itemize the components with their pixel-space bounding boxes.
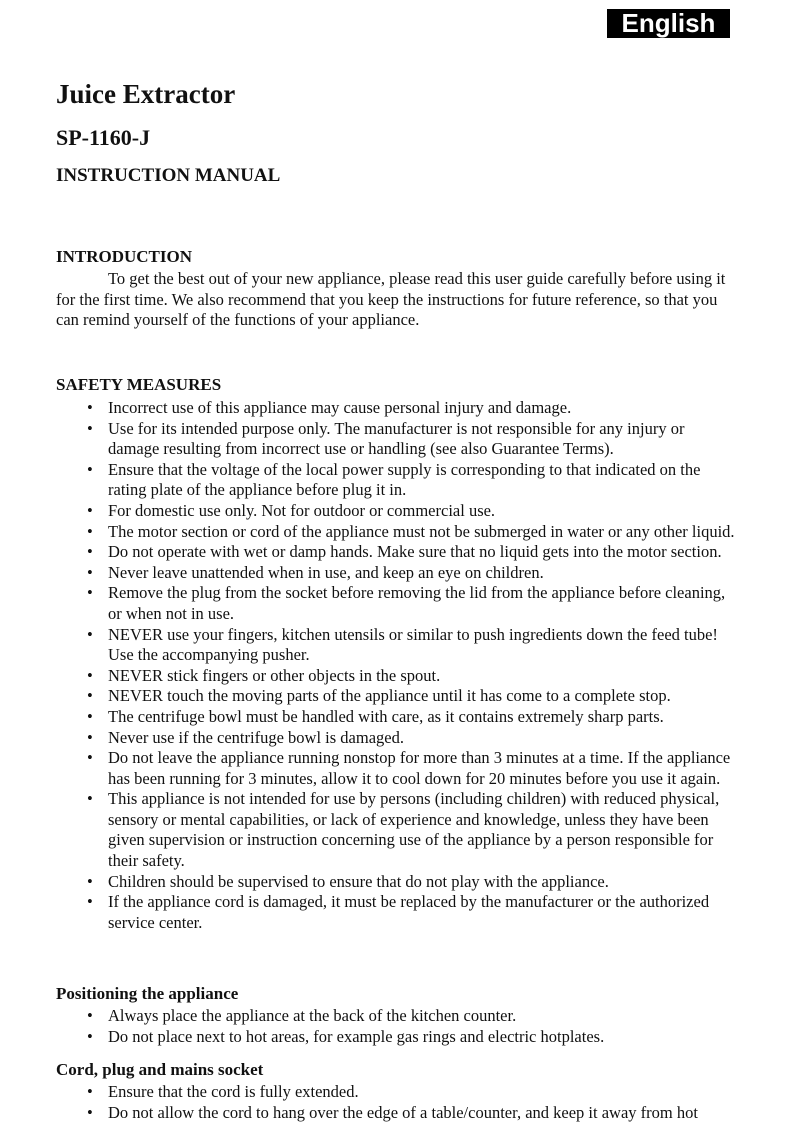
item-line: Ensure that the cord is fully extended. (108, 1082, 359, 1101)
list-item (56, 1082, 756, 1103)
cord-list (56, 1082, 756, 1123)
item-line: given supervision or instruction concerning use of the appliance by a person responsible for (108, 830, 714, 850)
intro-paragraph (56, 269, 756, 331)
item-line: sensory or mental capabilities, or lack of experience and knowledge, unless they have been (108, 809, 709, 829)
item-line: Remove the plug from the socket before removing the lid from the appliance before cleaning, (108, 583, 726, 603)
list-item (56, 748, 756, 789)
item-line: Ensure that the voltage of the local power supply is corresponding to that indicated on the (108, 459, 701, 479)
item-line: damage resulting from incorrect use or handling (see also Guarantee Terms). (108, 439, 614, 459)
item-line: Do not leave the appliance running nonstop for more than 3 minutes at a time. If the appliance (108, 748, 731, 768)
item-line: NEVER stick fingers or other objects in the spout. (108, 665, 441, 685)
bullet-icon: • (87, 727, 93, 747)
item-line: has been running for 3 minutes, allow it to cool down for 20 minutes before you use it again. (108, 768, 721, 788)
list-item (56, 728, 756, 749)
item-line: For domestic use only. Not for outdoor or commercial use. (108, 500, 496, 520)
bullet-icon: • (87, 521, 93, 541)
item-line: The centrifuge bowl must be handled with care, as it contains extremely sharp parts. (108, 706, 664, 726)
list-item (56, 666, 756, 687)
item-line: Use the accompanying pusher. (108, 645, 310, 665)
list-item (56, 460, 756, 501)
bullet-icon: • (87, 500, 93, 520)
list-item (56, 1027, 756, 1048)
item-line: Children should be supervised to ensure that do not play with the appliance. (108, 871, 609, 891)
item-line: rating plate of the appliance before plug it in. (108, 480, 407, 500)
item-line: NEVER use your fingers, kitchen utensils or similar to push ingredients down the feed tube! (108, 624, 718, 644)
item-line: Never leave unattended when in use, and keep an eye on children. (108, 562, 544, 582)
item-line: or when not in use. (108, 603, 235, 623)
document-subtitle: INSTRUCTION MANUAL (56, 165, 281, 186)
bullet-icon: • (87, 892, 93, 912)
list-item (56, 398, 756, 419)
cord-heading: Cord, plug and mains socket (56, 1060, 264, 1079)
bullet-icon: • (87, 542, 93, 562)
item-line: Use for its intended purpose only. The manufacturer is not responsible for any injury or (108, 418, 685, 438)
item-line: their safety. (108, 851, 185, 871)
bullet-icon: • (87, 686, 93, 706)
item-line: Do not allow the cord to hang over the edge of a table/counter, and keep it away from hot (108, 1102, 698, 1122)
bullet-icon: • (87, 871, 93, 891)
intro-heading: INTRODUCTION (56, 247, 193, 266)
list-item (56, 542, 756, 563)
bullet-icon: • (87, 583, 93, 603)
positioning-heading: Positioning the appliance (56, 984, 239, 1003)
item-line: If the appliance cord is damaged, it must be replaced by the manufacturer or the authorized (108, 892, 710, 912)
bullet-icon: • (87, 1006, 93, 1025)
list-item (56, 789, 756, 871)
bullet-icon: • (87, 418, 93, 438)
list-item (56, 892, 756, 933)
item-line: Do not operate with wet or damp hands. Make sure that no liquid gets into the motor section. (108, 542, 722, 562)
list-item (56, 686, 756, 707)
list-item (56, 583, 756, 624)
list-item (56, 501, 756, 522)
intro-line: for the first time. We also recommend that you keep the instructions for future reference, so that you (56, 289, 718, 309)
list-item (56, 1103, 756, 1124)
bullet-icon: • (87, 624, 93, 644)
bullet-icon: • (87, 665, 93, 685)
list-item (56, 522, 756, 543)
bullet-icon: • (87, 706, 93, 726)
list-item (56, 625, 756, 666)
intro-line: To get the best out of your new appliance, please read this user guide carefully before using it (108, 269, 726, 288)
bullet-icon: • (87, 1102, 93, 1122)
positioning-list (56, 1006, 756, 1047)
safety-heading: SAFETY MEASURES (56, 375, 222, 394)
bullet-icon: • (87, 1026, 93, 1046)
bullet-icon: • (87, 562, 93, 582)
item-line: This appliance is not intended for use by persons (including children) with reduced physical, (108, 789, 720, 809)
document-title: Juice Extractor (56, 79, 236, 109)
item-line: NEVER touch the moving parts of the appliance until it has come to a complete stop. (108, 686, 671, 706)
bullet-icon: • (87, 1082, 93, 1101)
model-number: SP-1160-J (56, 125, 151, 150)
list-item (56, 419, 756, 460)
intro-line: can remind yourself of the functions of your appliance. (56, 310, 420, 330)
list-item (56, 1006, 756, 1027)
item-line: Do not place next to hot areas, for example gas rings and electric hotplates. (108, 1026, 605, 1046)
bullet-icon: • (87, 459, 93, 479)
bullet-icon: • (87, 398, 93, 417)
item-line: service center. (108, 912, 203, 932)
item-line: Incorrect use of this appliance may cause personal injury and damage. (108, 398, 572, 417)
item-line: The motor section or cord of the appliance must not be submerged in water or any other liquid. (108, 521, 735, 541)
item-line: Never use if the centrifuge bowl is damaged. (108, 727, 404, 747)
bullet-icon: • (87, 789, 93, 809)
bullet-icon: • (87, 748, 93, 768)
list-item (56, 707, 756, 728)
item-line: Always place the appliance at the back of the kitchen counter. (108, 1006, 517, 1025)
safety-list (56, 398, 756, 933)
list-item (56, 563, 756, 584)
list-item (56, 872, 756, 893)
language-badge: English (607, 9, 730, 38)
